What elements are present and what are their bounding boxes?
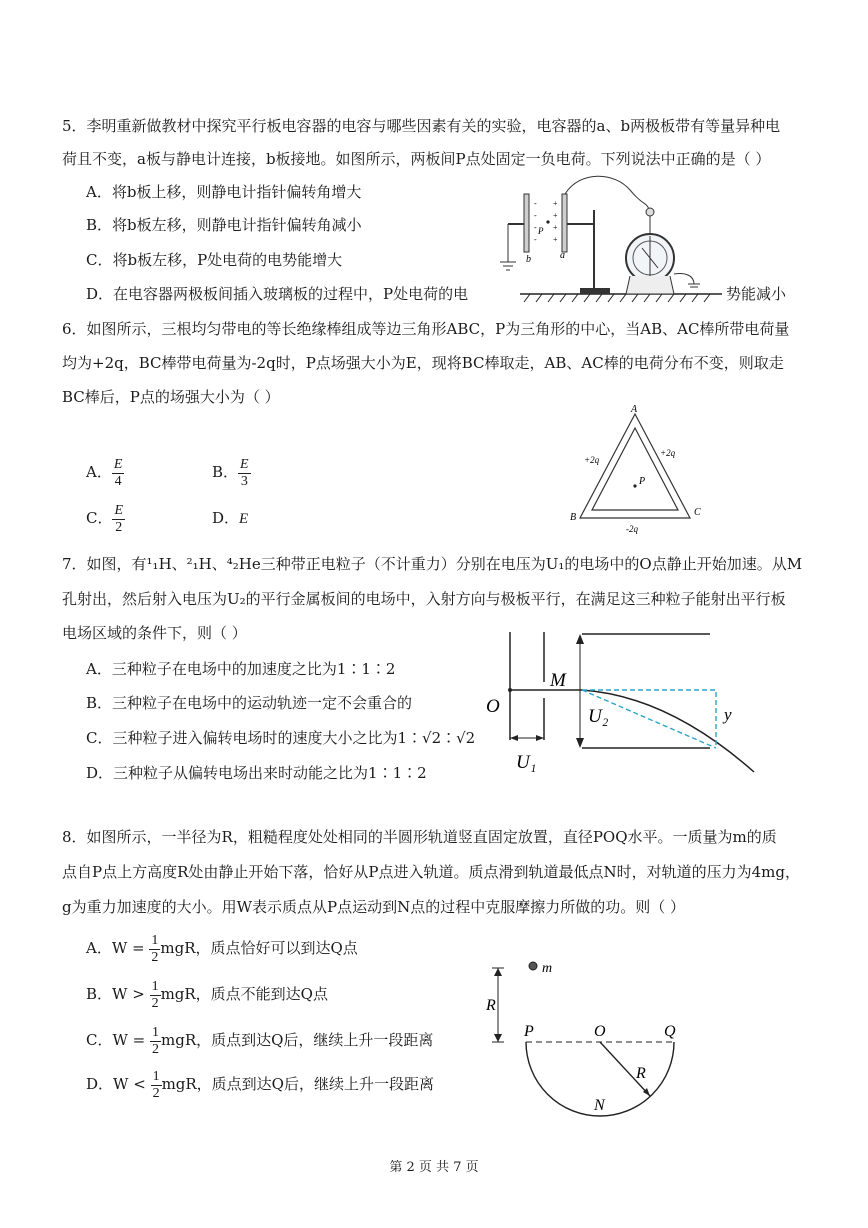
q6-triangle-figure	[560, 400, 720, 535]
q6-option-c: C． $\frac{E}{2}$	[86, 502, 124, 535]
q6-stem-line1: 6．如图所示，三根均匀带电的等长绝缘棒组成等边三角形ABC，P为三角形的中心，当AB、AC棒所带电荷量	[62, 320, 790, 338]
q8-option-d-fraction: $\frac{1}{2}$	[152, 1068, 160, 1101]
q8-label-q: Q	[664, 1023, 676, 1040]
q8-stem-line3: g为重力加速度的大小。用W表示质点从P点运动到N点的过程中克服摩擦力所做的功。则（ ）	[62, 898, 686, 916]
q8-stem-line2: 点自P点上方高度R处由静止开始下落，恰好从P点进入轨道。质点滑到轨道最低点N时，对轨道的压力为4mg，	[62, 863, 800, 881]
q5-option-d: D．在电容器两极板间插入玻璃板的过程中，P处电荷的电	[86, 285, 469, 303]
q5-label-b: b	[526, 254, 531, 265]
q7-option-b: B．三种粒子在电场中的运动轨迹一定不会重合的	[86, 694, 413, 712]
q6-label-p: P	[639, 476, 646, 487]
svg-text:+: +	[553, 211, 558, 220]
q8-semicircle-figure	[486, 956, 696, 1118]
q5-option-c: C．将b板左移，P处电荷的电势能增大	[86, 251, 343, 269]
q7-label-u2: U₂	[588, 706, 609, 727]
q6-label-ab: +2q	[584, 455, 600, 465]
q5-option-b: B．将b板左移，则静电计指针偏转角减小	[86, 216, 362, 234]
svg-text:-: -	[534, 223, 537, 232]
q8-option-b-fraction: $\frac{1}{2}$	[151, 978, 159, 1011]
q8-label-m: m	[542, 961, 553, 976]
q7-deflection-figure	[478, 626, 768, 776]
q5-capacitor-figure	[490, 172, 722, 304]
q7-stem-line3: 电场区域的条件下，则（ ）	[62, 624, 247, 642]
svg-text:+: +	[553, 223, 558, 232]
q8-option-c-fraction: $\frac{1}{2}$	[152, 1024, 160, 1057]
q7-option-c: C．三种粒子进入偏转电场时的速度大小之比为1∶√2∶√2	[86, 729, 476, 747]
q5-stem-line2: 荷且不变，a板与静电计连接，b板接地。如图所示，两板间P点处固定一负电荷。下列说法中正确的是（ ）	[62, 150, 771, 168]
q5-option-a: A．将b板上移，则静电计指针偏转角增大	[86, 183, 362, 201]
svg-text:+: +	[553, 235, 558, 244]
svg-text:-: -	[534, 199, 537, 208]
q5-stem-line1: 5．李明重新做教材中探究平行板电容器的电容与哪些因素有关的实验，电容器的a、b两极板带有等量异种电	[62, 117, 781, 135]
q8-stem-line1: 8．如图所示，一半径为R，粗糙程度处处相同的半圆形轨道竖直固定放置，直径POQ水平。一质量为m的质	[62, 828, 777, 846]
q7-stem-line1: 7．如图，有¹₁H、²₁H、⁴₂He三种带正电粒子（不计重力）分别在电压为U₁的电场中的O点静止开始加速。从M	[62, 555, 803, 573]
q7-label-u1: U₁	[516, 752, 537, 773]
svg-text:-: -	[534, 211, 537, 220]
q6-stem-line3: BC棒后，P点的场强大小为（ ）	[62, 388, 280, 406]
q6-option-b: B． $\frac{E}{3}$	[212, 456, 249, 489]
q5-label-a: a	[560, 250, 565, 261]
q8-option-a: A．W = $\frac{1}{2}$ mgR，质点恰好可以到达Q点	[86, 932, 358, 965]
q8-label-r-radius: R	[636, 1065, 646, 1082]
q7-label-m: M	[550, 670, 566, 691]
q7-stem-line2: 孔射出，然后射入电压为U₂的平行金属板间的电场中，入射方向与极板平行，在满足这三种粒子能射出平行板	[62, 590, 786, 608]
q7-option-a: A．三种粒子在电场中的加速度之比为1∶1∶2	[86, 660, 396, 678]
q6-option-d: D．E	[212, 509, 249, 527]
q8-option-b: B．W > $\frac{1}{2}$ mgR，质点不能到达Q点	[86, 978, 328, 1011]
page-footer: 第 2 页 共 7 页	[389, 1160, 479, 1175]
q8-label-o: O	[594, 1023, 606, 1040]
q6-label-ac: +2q	[660, 448, 676, 458]
q6-label-c: C	[694, 507, 701, 518]
q8-label-n: N	[594, 1097, 605, 1114]
q6-label-a: A	[631, 404, 638, 415]
q6-label-b: B	[570, 512, 577, 523]
q7-label-y: y	[724, 705, 732, 724]
svg-text:+: +	[553, 199, 558, 208]
q5-label-p: P	[538, 226, 544, 236]
q8-option-c: C．W = $\frac{1}{2}$ mgR，质点到达Q后，继续上升一段距离	[86, 1024, 434, 1057]
q6-stem-line2: 均为+2q，BC棒带电荷量为-2q时，P点场强大小为E，现将BC棒取走，AB、AC棒的电荷分布不变，则取走	[62, 354, 784, 372]
q8-option-d: D．W < $\frac{1}{2}$ mgR，质点到达Q后，继续上升一段距离	[86, 1068, 434, 1101]
q8-label-r-height: R	[486, 997, 496, 1014]
q6-option-a: A． $\frac{E}{4}$	[86, 456, 123, 489]
q7-label-o: O	[486, 696, 500, 717]
svg-text:-: -	[534, 235, 537, 244]
q5-option-d-cont: 势能减小	[726, 285, 787, 303]
q8-label-p: P	[524, 1023, 534, 1040]
q6-label-bc: -2q	[626, 524, 638, 534]
q8-option-a-fraction: $\frac{1}{2}$	[151, 932, 159, 965]
q7-option-d: D．三种粒子从偏转电场出来时动能之比为1∶1∶2	[86, 764, 427, 782]
